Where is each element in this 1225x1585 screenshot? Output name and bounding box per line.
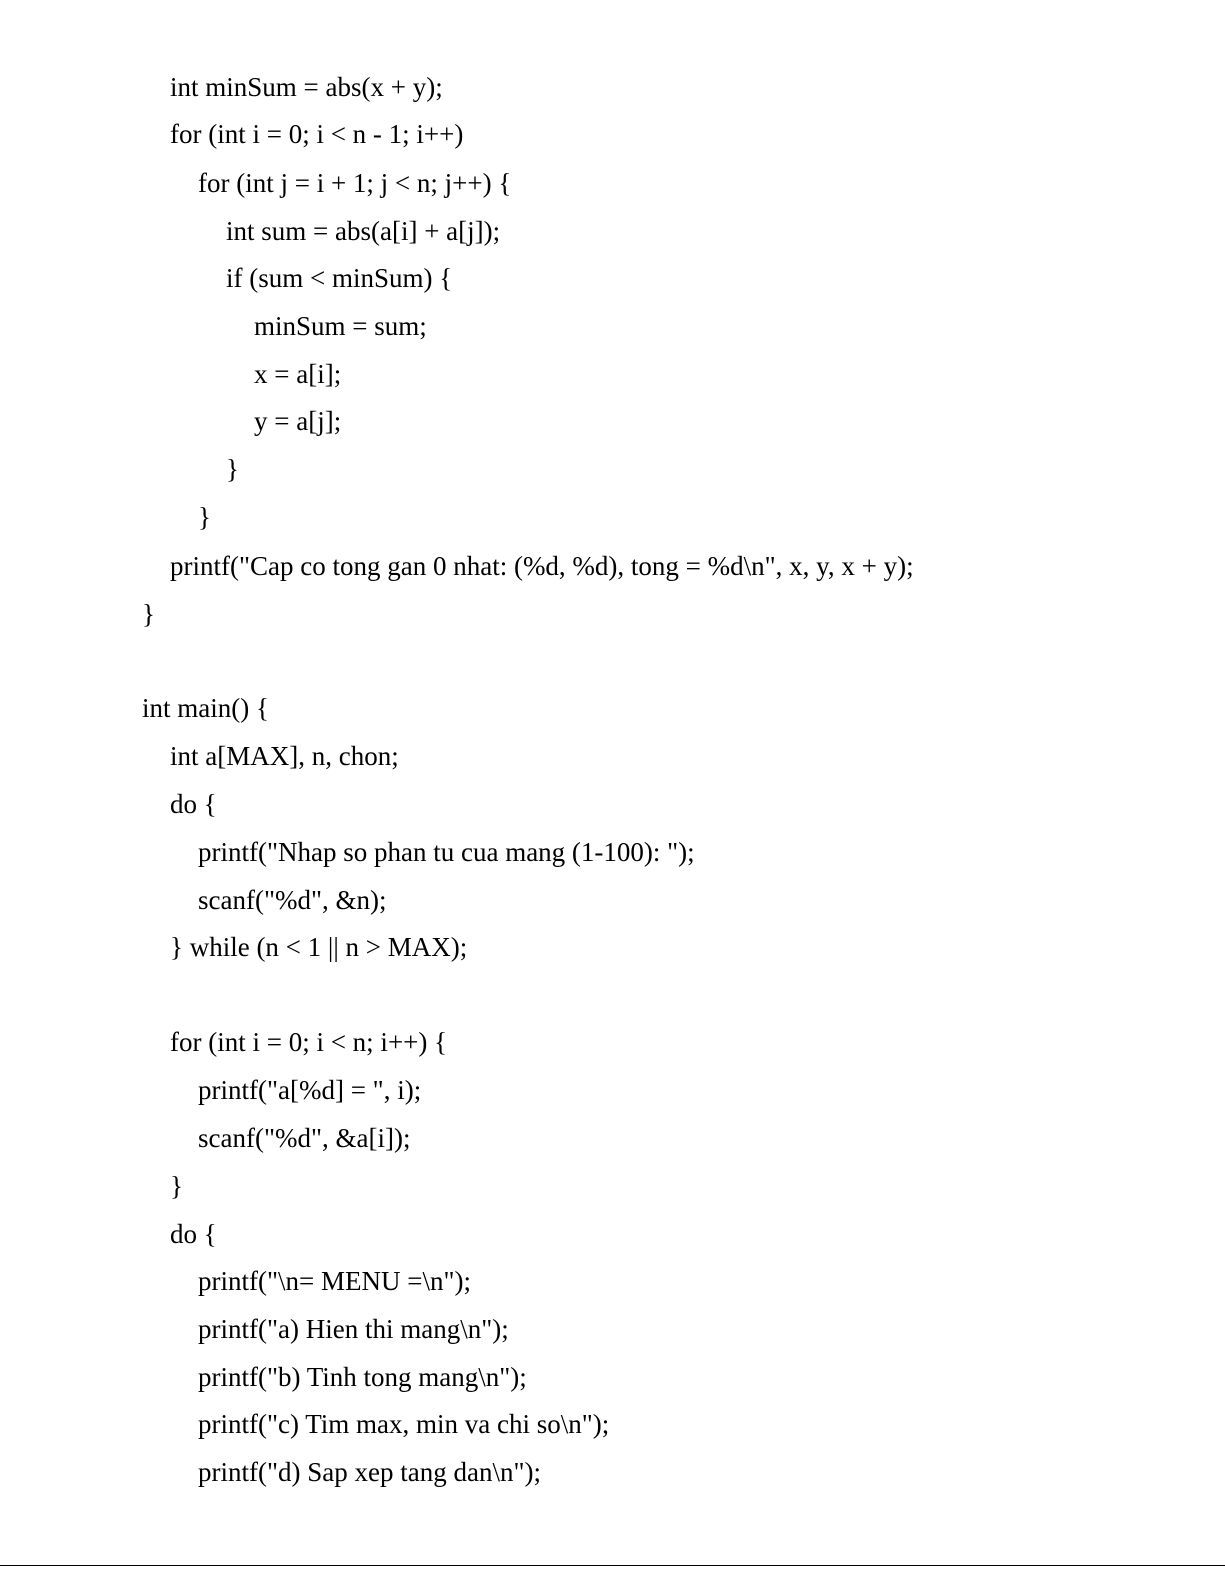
- code-line: }: [198, 502, 211, 532]
- code-line: for (int i = 0; i < n; i++) {: [170, 1027, 448, 1057]
- code-line: y = a[j];: [254, 406, 342, 436]
- code-line: int a[MAX], n, chon;: [170, 741, 399, 771]
- code-line: printf("b) Tinh tong mang\n");: [198, 1362, 527, 1392]
- code-line: printf("\n= MENU =\n");: [198, 1266, 471, 1296]
- code-line: int main() {: [142, 693, 269, 723]
- code-line: printf("Nhap so phan tu cua mang (1-100): ");: [198, 837, 695, 867]
- code-line: printf("d) Sap xep tang dan\n");: [198, 1457, 541, 1487]
- code-line: do {: [170, 1219, 217, 1249]
- code-line: printf("c) Tim max, min va chi so\n");: [198, 1409, 610, 1439]
- code-line: int sum = abs(a[i] + a[j]);: [226, 216, 501, 246]
- code-line: }: [142, 599, 155, 629]
- code-line: }: [226, 454, 239, 484]
- code-line: do {: [170, 789, 217, 819]
- code-line: minSum = sum;: [254, 311, 427, 341]
- code-line: x = a[i];: [254, 359, 342, 389]
- code-line: } while (n < 1 || n > MAX);: [170, 932, 468, 962]
- code-line: printf("a) Hien thi mang\n");: [198, 1314, 509, 1344]
- code-line: scanf("%d", &a[i]);: [198, 1123, 411, 1153]
- page-bottom-border: [0, 1565, 1225, 1566]
- code-line: for (int i = 0; i < n - 1; i++): [170, 119, 464, 149]
- code-line: if (sum < minSum) {: [226, 263, 453, 293]
- code-line: int minSum = abs(x + y);: [170, 72, 443, 102]
- code-line: printf("a[%d] = ", i);: [198, 1075, 422, 1105]
- code-line: printf("Cap co tong gan 0 nhat: (%d, %d), tong = %d\n", x, y, x + y);: [170, 551, 914, 581]
- code-line: for (int j = i + 1; j < n; j++) {: [198, 168, 512, 198]
- code-line: scanf("%d", &n);: [198, 885, 387, 915]
- code-line: }: [170, 1171, 183, 1201]
